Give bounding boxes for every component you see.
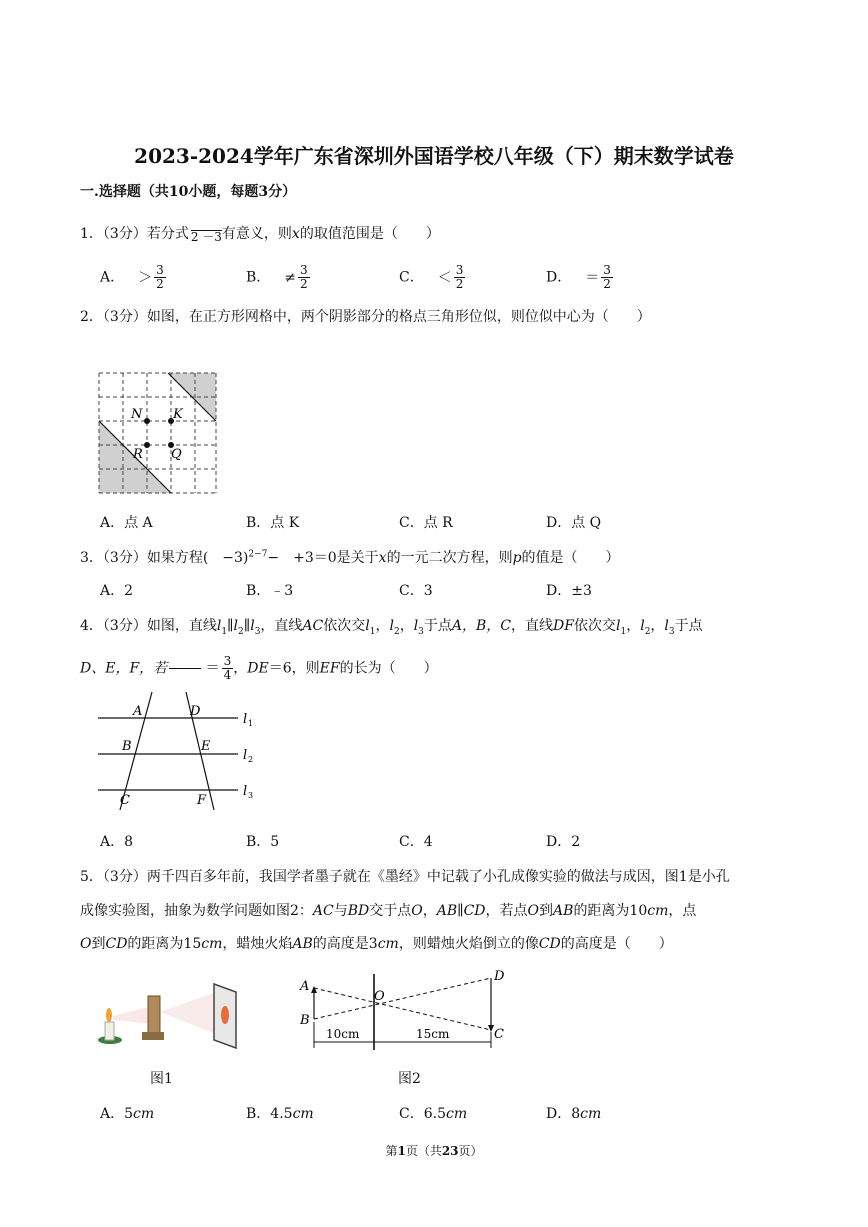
q4-fraction	[222, 655, 234, 682]
q2-label-k: K	[173, 407, 183, 422]
q1-opt-a-sym: ＞	[138, 269, 153, 286]
q5-opt-a-label: A．5	[100, 1106, 134, 1122]
q4-sub3b: 3	[418, 626, 424, 637]
q5-fig2-diagram	[296, 966, 516, 1058]
q1-opt-d-den: 2	[603, 277, 611, 291]
q4-sub1c: 1	[620, 626, 627, 637]
q1-option-d[interactable]	[546, 264, 613, 291]
q2-option-d[interactable]: D．点 Q	[546, 515, 602, 531]
q5-opt-d-label: D．8	[546, 1106, 581, 1122]
pinhole-board	[148, 996, 160, 1036]
q4-frac-den: 4	[223, 668, 232, 682]
q4-label-c: C	[120, 793, 130, 808]
q4-l2d: 的长为（ ）	[339, 660, 438, 677]
q4-l1d: 于点	[423, 618, 452, 634]
q4-l1c: 依次交	[323, 618, 366, 634]
q1-fraction	[191, 220, 222, 244]
q4-l3-sym-c: l	[664, 618, 669, 634]
q5-fig2-caption: 图2	[398, 1071, 421, 1087]
q4-sub3c: 3	[668, 626, 675, 637]
q4-label-a: A	[133, 704, 143, 719]
fig2-label-o: O	[374, 989, 385, 1004]
q3-stem-c: 的一元二次方程，则	[386, 550, 513, 566]
q5-l3i: cm	[377, 936, 399, 952]
question-5-line-3	[80, 933, 673, 953]
question-4-line-1: 4．（3分）如图，直线$l_1\parallel l_2\parallel l_3$，直线AC依次交$l_1$，$l_2$，$l_3$于点A，B，C，直线DF依次交$l_1$，$l_2$，$l_3$于点	[80, 618, 703, 637]
page-title: 2023-2024学年广东省深圳外国语学校八年级（下）期末数学试卷	[134, 144, 734, 168]
q4-option-b[interactable]: B．5	[246, 834, 280, 850]
q3-stem-a: 3．（3分）如果方程( −3)	[80, 550, 249, 566]
q4-label-l3-sub: 3	[248, 791, 254, 800]
q4-label-f: F	[197, 793, 207, 808]
q4-sub3: 3	[254, 626, 261, 637]
q4-option-d[interactable]: D．2	[546, 834, 581, 850]
q5-opt-b-unit: cm	[292, 1106, 314, 1122]
q1-opt-a-frac	[154, 264, 166, 291]
q5-l2c: 与	[333, 903, 348, 919]
q4-label-b: B	[122, 739, 132, 754]
q5-l3e: cm	[201, 936, 223, 952]
footer-page-number: 1	[397, 1144, 406, 1158]
question-5-line-1: 5．（3分）两千四百多年前，我国学者墨子就在《墨经》中记载了小孔成像实验的做法与成因，图1是小孔	[80, 869, 730, 885]
q5-opt-d-unit: cm	[580, 1106, 602, 1122]
q2-option-a[interactable]: A．点 A	[100, 515, 153, 531]
q1-opt-a-num: 3	[156, 263, 164, 277]
fig2-label-b: B	[300, 1013, 310, 1028]
q5-l2l: AB	[553, 903, 574, 919]
light-beam-right	[160, 992, 216, 1034]
q4-sub2c: 2	[644, 626, 651, 637]
q1-opt-b-label: B．	[246, 269, 271, 286]
q4-label-l2: l	[243, 748, 248, 763]
footer-b: 页（共	[405, 1144, 442, 1158]
fig2-label-c: C	[494, 1027, 504, 1042]
q5-l2j: O	[527, 903, 540, 919]
q1-opt-c-frac	[454, 264, 466, 291]
q1-frac-den: 2 －3	[190, 230, 222, 244]
q4-l1f: 依次交	[573, 618, 616, 634]
q3-stem-d: 的值是（ ）	[521, 550, 620, 566]
q4-label-l2-sub: 2	[248, 755, 254, 764]
q1-opt-d-sym: ＝	[585, 269, 600, 286]
q5-opt-c-unit: cm	[445, 1106, 468, 1122]
q3-var: x	[378, 550, 387, 566]
section-heading: 一.选择题（共10小题，每题3分）	[80, 184, 297, 200]
q4-par2: ∥	[243, 618, 251, 634]
q5-l2d: BD	[347, 903, 370, 919]
q2-option-b[interactable]: B．点 K	[246, 515, 300, 531]
q2-label-q: Q	[171, 447, 182, 462]
q4-label-l1: l	[243, 712, 248, 727]
q1-opt-c-den: 2	[455, 277, 464, 291]
q4-de: DE	[247, 660, 269, 677]
q4-l1-sym-b: l	[365, 618, 370, 634]
q5-l3g: AB	[292, 936, 313, 952]
q5-option-d[interactable]	[546, 1103, 601, 1123]
q1-opt-b-frac	[298, 264, 310, 291]
page-footer	[0, 1142, 868, 1159]
q2-label-r: R	[133, 447, 143, 462]
fig2-label-a: A	[300, 979, 310, 994]
q5-l3a: O	[80, 936, 92, 952]
q4-l2b: ，	[233, 660, 248, 677]
q4-l1e: ，直线	[511, 618, 554, 634]
q1-stem-b: 有意义，则	[221, 226, 292, 242]
q5-l2b: AC	[312, 903, 334, 919]
q3-sup: 2−7	[248, 549, 268, 560]
q4-l1a: 4．（3分）如图，直线	[80, 618, 217, 634]
q3-option-a[interactable]: A．2	[100, 583, 134, 599]
candle-body	[105, 1022, 114, 1040]
q4-abc: A，B，C	[451, 618, 512, 634]
question-1-stem	[80, 222, 440, 246]
q1-opt-a-label: A．	[100, 269, 125, 286]
q4-l3-sym-b: l	[413, 618, 419, 634]
q5-l3l: 的高度是（ ）	[560, 936, 673, 952]
q2-label-n: N	[131, 407, 143, 422]
board-base	[142, 1032, 164, 1040]
q1-opt-b-sym: ≠	[284, 269, 297, 286]
candle-flame	[106, 1008, 112, 1022]
q2-dot-n	[144, 418, 150, 424]
question-2-stem: 2．（3分）如图，在正方形网格中，两个阴影部分的格点三角形位似，则位似中心为（ ）	[80, 309, 651, 325]
q4-l1-sym: l	[216, 618, 222, 634]
q5-l3b: 到	[91, 936, 106, 952]
q5-l3d: 的距离为15	[127, 936, 202, 952]
q3-stem-b: − +3＝0是关于	[267, 550, 379, 566]
flame-image	[221, 1006, 229, 1024]
q5-opt-b-label: B．4.5	[246, 1106, 293, 1122]
q4-label-l3: l	[243, 784, 248, 799]
q4-sub1b: 1	[369, 626, 376, 637]
q1-stem-a: 1．（3分）若分式	[80, 226, 189, 242]
q1-opt-b-num: 3	[300, 263, 308, 277]
fig2-line-ac	[314, 988, 491, 1030]
q5-l3c: CD	[105, 936, 128, 952]
fig2-label-10cm: 10cm	[326, 1027, 360, 1041]
q4-df: DF	[553, 618, 574, 634]
q4-label-l1-sub: 1	[248, 719, 254, 728]
q4-l3-sym: l	[250, 618, 255, 634]
q3-var2: p	[512, 550, 522, 566]
q4-option-c[interactable]: C．4	[399, 834, 433, 850]
fig2-label-15cm: 15cm	[416, 1027, 450, 1041]
q4-sub2b: 2	[393, 626, 400, 637]
q5-opt-c-label: C．6.5	[399, 1106, 446, 1122]
q1-option-a[interactable]	[100, 264, 166, 291]
q4-l2-sym: l	[233, 618, 238, 634]
q5-fig1-caption: 图1	[150, 1071, 173, 1087]
q5-l3k: CD	[538, 936, 561, 952]
q2-dot-r	[144, 442, 150, 448]
q4-sub1: 1	[221, 626, 228, 637]
q1-opt-d-frac	[601, 264, 613, 291]
q4-l1g: 于点	[674, 618, 703, 634]
q1-opt-d-num: 3	[603, 263, 611, 277]
q5-l2n: cm	[647, 903, 669, 919]
q5-l2f: O	[411, 903, 423, 919]
q4-label-e: E	[201, 739, 211, 754]
q4-par1: ∥	[227, 618, 234, 634]
q5-fig1-pinhole-illustration	[98, 978, 243, 1053]
q5-l2m: 的距离为10	[573, 903, 648, 919]
q5-l3h: 的高度是3	[312, 936, 378, 952]
q5-l2a: 成像实验图，抽象为数学问题如图2：	[80, 903, 313, 919]
q5-l3j: ，则蜡烛火焰倒立的像	[398, 936, 539, 952]
q1-option-b[interactable]	[246, 264, 310, 291]
footer-a: 第	[385, 1144, 398, 1158]
q5-l2k: 到	[539, 903, 554, 919]
q4-label-d: D	[190, 704, 201, 719]
q5-opt-a-unit: cm	[133, 1106, 155, 1122]
footer-total-pages: 23	[441, 1144, 459, 1158]
q5-l2o: ，点	[668, 903, 697, 919]
q4-l2-sym-c: l	[640, 618, 645, 634]
question-3-stem	[80, 547, 620, 567]
light-beam-left	[113, 1006, 153, 1024]
q2-option-c[interactable]: C．点 R	[399, 515, 453, 531]
fig2-label-d: D	[494, 969, 505, 984]
q1-opt-b-den: 2	[300, 277, 308, 291]
q5-option-b[interactable]	[246, 1103, 314, 1123]
question-5-line-2	[80, 900, 696, 920]
q1-var: x	[291, 226, 300, 242]
q3-option-d[interactable]: D．±3	[546, 583, 592, 599]
q1-opt-c-label: C．	[399, 269, 424, 286]
q4-l1-sym-c: l	[615, 618, 621, 634]
q4-l1b: ，直线	[260, 618, 303, 634]
q1-option-c[interactable]	[399, 264, 465, 291]
q4-l2a: D、E，F，若	[80, 660, 168, 677]
q1-opt-a-den: 2	[156, 277, 164, 291]
q4-l2c: ＝6，则	[268, 660, 320, 677]
question-4-line-2: D、E，F，若 ＝ $\frac{3}{4}$ ，DE＝6，则EF的长为（ ）	[80, 654, 438, 682]
q1-stem-c: 的取值范围是（ ）	[299, 226, 440, 242]
q4-ef: EF	[319, 660, 340, 677]
q5-l2g: ，	[422, 903, 437, 919]
q1-opt-c-num: 3	[455, 263, 464, 277]
footer-c: 页）	[458, 1144, 483, 1158]
fig2-line-bd	[314, 978, 491, 1019]
q1-opt-c-sym: ＜	[437, 269, 452, 286]
q2-grid-figure	[96, 370, 220, 498]
q4-option-a[interactable]: A．8	[100, 834, 134, 850]
q3-option-c[interactable]: C．3	[399, 583, 433, 599]
q4-sub2: 2	[238, 626, 244, 637]
q4-ac: AC	[302, 618, 324, 634]
q5-l3f: ，蜡烛火焰	[222, 936, 293, 952]
q4-frac-num: 3	[223, 654, 232, 668]
q5-option-a[interactable]	[100, 1103, 154, 1123]
q1-opt-d-label: D．	[546, 269, 572, 286]
q3-option-b[interactable]: B．﹣3	[246, 583, 294, 599]
q5-l2e: 交于点	[369, 903, 412, 919]
q4-parallel-lines-figure	[96, 688, 266, 814]
q4-blank-fraction	[169, 658, 201, 679]
q4-l2-sym-b: l	[389, 618, 394, 634]
q5-l2h: AB∥CD	[436, 903, 486, 919]
q5-l2i: ，若点	[485, 903, 528, 919]
q5-option-c[interactable]	[399, 1103, 467, 1123]
